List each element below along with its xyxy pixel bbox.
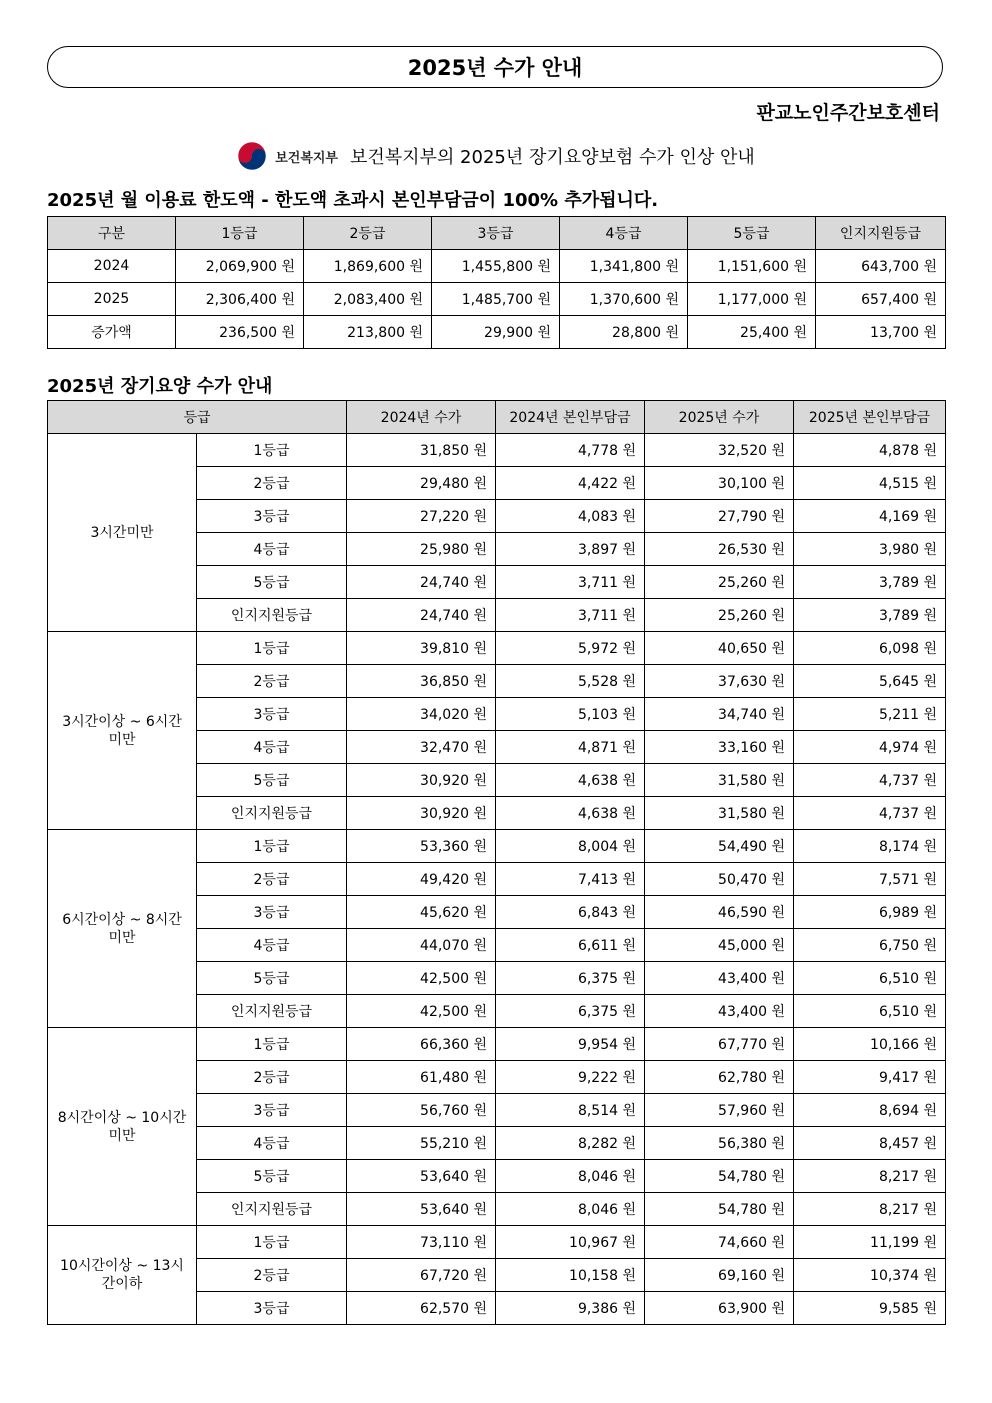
amount-cell: 236,500 원 bbox=[176, 316, 304, 349]
column-header: 구분 bbox=[48, 217, 176, 250]
amount-cell: 29,480 원 bbox=[347, 467, 496, 500]
column-header: 2024년 본인부담금 bbox=[496, 401, 645, 434]
amount-cell: 45,000 원 bbox=[645, 929, 794, 962]
column-header: 2025년 수가 bbox=[645, 401, 794, 434]
amount-cell: 1,341,800 원 bbox=[560, 250, 688, 283]
amount-cell: 1,455,800 원 bbox=[432, 250, 560, 283]
table-row bbox=[48, 250, 946, 283]
amount-cell: 3,789 원 bbox=[794, 599, 946, 632]
grade-label: 3등급 bbox=[197, 1094, 347, 1127]
grade-label: 인지지원등급 bbox=[197, 1193, 347, 1226]
care-fee-title: 2025년 장기요양 수가 안내 bbox=[47, 376, 273, 397]
time-group-label: 3시간이상 ~ 6시간미만 bbox=[48, 632, 197, 830]
time-group-label: 8시간이상 ~ 10시간미만 bbox=[48, 1028, 197, 1226]
amount-cell: 50,470 원 bbox=[645, 863, 794, 896]
amount-cell: 3,980 원 bbox=[794, 533, 946, 566]
amount-cell: 42,500 원 bbox=[347, 995, 496, 1028]
row-label: 2025 bbox=[48, 283, 176, 316]
amount-cell: 10,967 원 bbox=[496, 1226, 645, 1259]
amount-cell: 4,169 원 bbox=[794, 500, 946, 533]
table-row bbox=[48, 632, 946, 665]
amount-cell: 9,222 원 bbox=[496, 1061, 645, 1094]
amount-cell: 43,400 원 bbox=[645, 962, 794, 995]
amount-cell: 66,360 원 bbox=[347, 1028, 496, 1061]
grade-label: 3등급 bbox=[197, 896, 347, 929]
amount-cell: 67,770 원 bbox=[645, 1028, 794, 1061]
amount-cell: 53,360 원 bbox=[347, 830, 496, 863]
amount-cell: 44,070 원 bbox=[347, 929, 496, 962]
monthly-limit-table bbox=[47, 216, 946, 349]
amount-cell: 6,510 원 bbox=[794, 995, 946, 1028]
amount-cell: 67,720 원 bbox=[347, 1259, 496, 1292]
amount-cell: 61,480 원 bbox=[347, 1061, 496, 1094]
table-row bbox=[48, 283, 946, 316]
amount-cell: 8,217 원 bbox=[794, 1160, 946, 1193]
amount-cell: 5,528 원 bbox=[496, 665, 645, 698]
amount-cell: 6,989 원 bbox=[794, 896, 946, 929]
amount-cell: 2,083,400 원 bbox=[304, 283, 432, 316]
amount-cell: 2,069,900 원 bbox=[176, 250, 304, 283]
amount-cell: 213,800 원 bbox=[304, 316, 432, 349]
monthly-limit-header-row bbox=[48, 217, 946, 250]
grade-label: 1등급 bbox=[197, 1226, 347, 1259]
amount-cell: 6,375 원 bbox=[496, 995, 645, 1028]
amount-cell: 40,650 원 bbox=[645, 632, 794, 665]
grade-label: 2등급 bbox=[197, 665, 347, 698]
amount-cell: 8,514 원 bbox=[496, 1094, 645, 1127]
amount-cell: 8,457 원 bbox=[794, 1127, 946, 1160]
amount-cell: 27,220 원 bbox=[347, 500, 496, 533]
amount-cell: 1,177,000 원 bbox=[688, 283, 816, 316]
amount-cell: 30,100 원 bbox=[645, 467, 794, 500]
amount-cell: 28,800 원 bbox=[560, 316, 688, 349]
amount-cell: 3,711 원 bbox=[496, 566, 645, 599]
row-label: 2024 bbox=[48, 250, 176, 283]
amount-cell: 31,580 원 bbox=[645, 764, 794, 797]
amount-cell: 73,110 원 bbox=[347, 1226, 496, 1259]
amount-cell: 30,920 원 bbox=[347, 797, 496, 830]
amount-cell: 57,960 원 bbox=[645, 1094, 794, 1127]
amount-cell: 54,490 원 bbox=[645, 830, 794, 863]
amount-cell: 74,660 원 bbox=[645, 1226, 794, 1259]
grade-label: 5등급 bbox=[197, 1160, 347, 1193]
amount-cell: 4,737 원 bbox=[794, 797, 946, 830]
grade-label: 인지지원등급 bbox=[197, 797, 347, 830]
page-title-text: 2025년 수가 안내 bbox=[407, 56, 583, 80]
amount-cell: 8,694 원 bbox=[794, 1094, 946, 1127]
amount-cell: 24,740 원 bbox=[347, 599, 496, 632]
amount-cell: 6,611 원 bbox=[496, 929, 645, 962]
amount-cell: 43,400 원 bbox=[645, 995, 794, 1028]
amount-cell: 8,004 원 bbox=[496, 830, 645, 863]
amount-cell: 8,282 원 bbox=[496, 1127, 645, 1160]
amount-cell: 36,850 원 bbox=[347, 665, 496, 698]
amount-cell: 6,375 원 bbox=[496, 962, 645, 995]
amount-cell: 25,260 원 bbox=[645, 599, 794, 632]
grade-label: 1등급 bbox=[197, 632, 347, 665]
amount-cell: 9,386 원 bbox=[496, 1292, 645, 1325]
amount-cell: 45,620 원 bbox=[347, 896, 496, 929]
amount-cell: 5,972 원 bbox=[496, 632, 645, 665]
amount-cell: 643,700 원 bbox=[816, 250, 946, 283]
amount-cell: 54,780 원 bbox=[645, 1193, 794, 1226]
center-name: 판교노인주간보호센터 bbox=[756, 102, 940, 124]
grade-label: 5등급 bbox=[197, 566, 347, 599]
amount-cell: 25,980 원 bbox=[347, 533, 496, 566]
table-row bbox=[48, 1226, 946, 1259]
amount-cell: 8,217 원 bbox=[794, 1193, 946, 1226]
amount-cell: 6,750 원 bbox=[794, 929, 946, 962]
column-header: 등급 bbox=[48, 401, 347, 434]
amount-cell: 42,500 원 bbox=[347, 962, 496, 995]
ministry-notice bbox=[0, 140, 992, 172]
table-row bbox=[48, 434, 946, 467]
amount-cell: 63,900 원 bbox=[645, 1292, 794, 1325]
grade-label: 인지지원등급 bbox=[197, 599, 347, 632]
amount-cell: 49,420 원 bbox=[347, 863, 496, 896]
amount-cell: 4,974 원 bbox=[794, 731, 946, 764]
amount-cell: 13,700 원 bbox=[816, 316, 946, 349]
amount-cell: 6,098 원 bbox=[794, 632, 946, 665]
amount-cell: 39,810 원 bbox=[347, 632, 496, 665]
amount-cell: 46,590 원 bbox=[645, 896, 794, 929]
amount-cell: 5,211 원 bbox=[794, 698, 946, 731]
amount-cell: 4,638 원 bbox=[496, 797, 645, 830]
amount-cell: 7,571 원 bbox=[794, 863, 946, 896]
grade-label: 1등급 bbox=[197, 830, 347, 863]
amount-cell: 9,417 원 bbox=[794, 1061, 946, 1094]
amount-cell: 34,740 원 bbox=[645, 698, 794, 731]
amount-cell: 56,380 원 bbox=[645, 1127, 794, 1160]
amount-cell: 10,158 원 bbox=[496, 1259, 645, 1292]
grade-label: 2등급 bbox=[197, 1061, 347, 1094]
column-header: 3등급 bbox=[432, 217, 560, 250]
amount-cell: 37,630 원 bbox=[645, 665, 794, 698]
amount-cell: 56,760 원 bbox=[347, 1094, 496, 1127]
amount-cell: 4,083 원 bbox=[496, 500, 645, 533]
amount-cell: 55,210 원 bbox=[347, 1127, 496, 1160]
grade-label: 4등급 bbox=[197, 929, 347, 962]
amount-cell: 25,400 원 bbox=[688, 316, 816, 349]
row-label: 증가액 bbox=[48, 316, 176, 349]
amount-cell: 69,160 원 bbox=[645, 1259, 794, 1292]
amount-cell: 4,778 원 bbox=[496, 434, 645, 467]
amount-cell: 31,580 원 bbox=[645, 797, 794, 830]
care-fee-table bbox=[47, 400, 946, 1325]
amount-cell: 1,370,600 원 bbox=[560, 283, 688, 316]
amount-cell: 27,790 원 bbox=[645, 500, 794, 533]
grade-label: 5등급 bbox=[197, 962, 347, 995]
care-fee-header-row bbox=[48, 401, 946, 434]
ministry-logo-text: 보건복지부 bbox=[275, 150, 338, 166]
column-header: 2025년 본인부담금 bbox=[794, 401, 946, 434]
grade-label: 1등급 bbox=[197, 1028, 347, 1061]
amount-cell: 6,510 원 bbox=[794, 962, 946, 995]
amount-cell: 3,789 원 bbox=[794, 566, 946, 599]
amount-cell: 62,570 원 bbox=[347, 1292, 496, 1325]
grade-label: 5등급 bbox=[197, 764, 347, 797]
grade-label: 2등급 bbox=[197, 1259, 347, 1292]
grade-label: 1등급 bbox=[197, 434, 347, 467]
amount-cell: 8,046 원 bbox=[496, 1193, 645, 1226]
amount-cell: 26,530 원 bbox=[645, 533, 794, 566]
amount-cell: 34,020 원 bbox=[347, 698, 496, 731]
amount-cell: 25,260 원 bbox=[645, 566, 794, 599]
amount-cell: 6,843 원 bbox=[496, 896, 645, 929]
taegeuk-emblem-icon bbox=[237, 141, 267, 171]
grade-label: 3등급 bbox=[197, 1292, 347, 1325]
column-header: 1등급 bbox=[176, 217, 304, 250]
grade-label: 4등급 bbox=[197, 1127, 347, 1160]
amount-cell: 1,151,600 원 bbox=[688, 250, 816, 283]
amount-cell: 29,900 원 bbox=[432, 316, 560, 349]
amount-cell: 24,740 원 bbox=[347, 566, 496, 599]
amount-cell: 53,640 원 bbox=[347, 1160, 496, 1193]
grade-label: 4등급 bbox=[197, 533, 347, 566]
amount-cell: 4,871 원 bbox=[496, 731, 645, 764]
monthly-limit-title: 2025년 월 이용료 한도액 - 한도액 초과시 본인부담금이 100% 추가됩니다. bbox=[47, 190, 659, 211]
amount-cell: 1,485,700 원 bbox=[432, 283, 560, 316]
column-header: 2024년 수가 bbox=[347, 401, 496, 434]
amount-cell: 5,103 원 bbox=[496, 698, 645, 731]
amount-cell: 3,711 원 bbox=[496, 599, 645, 632]
amount-cell: 54,780 원 bbox=[645, 1160, 794, 1193]
amount-cell: 3,897 원 bbox=[496, 533, 645, 566]
amount-cell: 4,638 원 bbox=[496, 764, 645, 797]
amount-cell: 62,780 원 bbox=[645, 1061, 794, 1094]
amount-cell: 31,850 원 bbox=[347, 434, 496, 467]
amount-cell: 7,413 원 bbox=[496, 863, 645, 896]
column-header: 2등급 bbox=[304, 217, 432, 250]
amount-cell: 32,520 원 bbox=[645, 434, 794, 467]
page-title bbox=[47, 46, 943, 88]
amount-cell: 53,640 원 bbox=[347, 1193, 496, 1226]
table-row bbox=[48, 316, 946, 349]
time-group-label: 6시간이상 ~ 8시간미만 bbox=[48, 830, 197, 1028]
amount-cell: 10,166 원 bbox=[794, 1028, 946, 1061]
amount-cell: 9,954 원 bbox=[496, 1028, 645, 1061]
amount-cell: 10,374 원 bbox=[794, 1259, 946, 1292]
amount-cell: 33,160 원 bbox=[645, 731, 794, 764]
table-row bbox=[48, 1028, 946, 1061]
amount-cell: 32,470 원 bbox=[347, 731, 496, 764]
amount-cell: 11,199 원 bbox=[794, 1226, 946, 1259]
column-header: 인지지원등급 bbox=[816, 217, 946, 250]
table-row bbox=[48, 830, 946, 863]
grade-label: 인지지원등급 bbox=[197, 995, 347, 1028]
column-header: 4등급 bbox=[560, 217, 688, 250]
grade-label: 3등급 bbox=[197, 698, 347, 731]
amount-cell: 657,400 원 bbox=[816, 283, 946, 316]
column-header: 5등급 bbox=[688, 217, 816, 250]
ministry-heading: 보건복지부의 2025년 장기요양보험 수가 인상 안내 bbox=[350, 147, 755, 168]
amount-cell: 9,585 원 bbox=[794, 1292, 946, 1325]
time-group-label: 10시간이상 ~ 13시간이하 bbox=[48, 1226, 197, 1325]
time-group-label: 3시간미만 bbox=[48, 434, 197, 632]
amount-cell: 4,878 원 bbox=[794, 434, 946, 467]
amount-cell: 2,306,400 원 bbox=[176, 283, 304, 316]
grade-label: 3등급 bbox=[197, 500, 347, 533]
amount-cell: 4,422 원 bbox=[496, 467, 645, 500]
amount-cell: 1,869,600 원 bbox=[304, 250, 432, 283]
amount-cell: 4,515 원 bbox=[794, 467, 946, 500]
amount-cell: 4,737 원 bbox=[794, 764, 946, 797]
amount-cell: 30,920 원 bbox=[347, 764, 496, 797]
grade-label: 2등급 bbox=[197, 467, 347, 500]
amount-cell: 8,174 원 bbox=[794, 830, 946, 863]
amount-cell: 5,645 원 bbox=[794, 665, 946, 698]
amount-cell: 8,046 원 bbox=[496, 1160, 645, 1193]
grade-label: 2등급 bbox=[197, 863, 347, 896]
grade-label: 4등급 bbox=[197, 731, 347, 764]
